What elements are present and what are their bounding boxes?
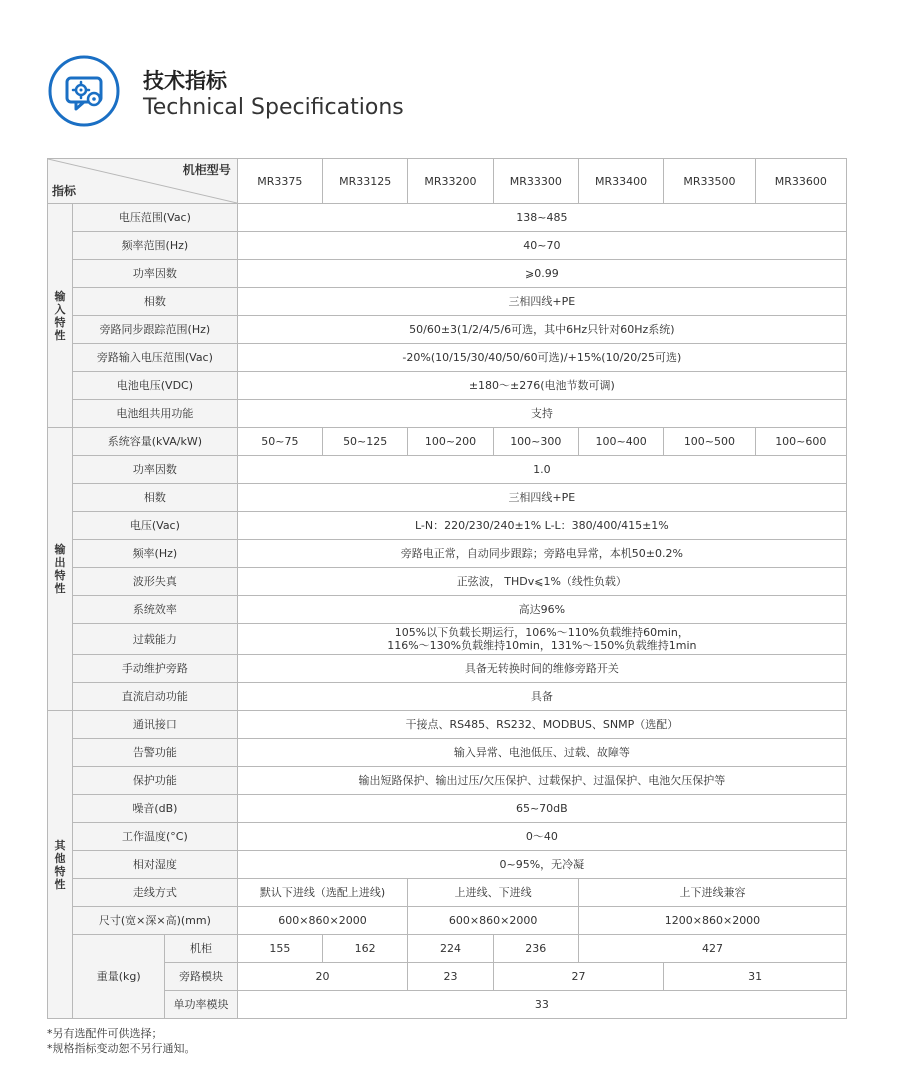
row-label: 通讯接口: [73, 711, 238, 739]
capacity-value: 100~300: [493, 428, 578, 456]
row-label: 电压范围(Vac): [73, 204, 238, 232]
row-label: 走线方式: [73, 879, 238, 907]
table-row: [48, 683, 847, 711]
table-row: [48, 484, 847, 512]
table-row: [48, 907, 847, 935]
wiring-value: 上进线、下进线: [408, 879, 579, 907]
row-value: 高达96%: [237, 596, 846, 624]
capacity-value: 100~200: [408, 428, 493, 456]
row-label: 电池电压(VDC): [73, 372, 238, 400]
cabinet-weight: 427: [578, 935, 846, 963]
row-label: 电池组共用功能: [73, 400, 238, 428]
bypass-weight: 31: [664, 963, 847, 991]
table-row: [48, 711, 847, 739]
gear-document-icon: [48, 55, 120, 127]
row-label: 保护功能: [73, 767, 238, 795]
table-row: [48, 596, 847, 624]
row-label: 尺寸(宽×深×高)(mm): [73, 907, 238, 935]
overload-line: 105%以下负载长期运行，106%～110%负载维持60min，: [394, 626, 689, 639]
model-cell: MR33125: [323, 159, 408, 204]
bypass-weight: 23: [408, 963, 493, 991]
table-row: [48, 624, 847, 655]
table-row: [48, 655, 847, 683]
row-label: 频率(Hz): [73, 540, 238, 568]
row-label: 功率因数: [73, 456, 238, 484]
row-label: 工作温度(°C): [73, 823, 238, 851]
table-row: [48, 568, 847, 596]
row-value: ±180～±276(电池节数可调): [237, 372, 846, 400]
row-label: 告警功能: [73, 739, 238, 767]
table-row: [48, 739, 847, 767]
group-label-output: 输出特性: [48, 428, 73, 711]
sub-label: 机柜: [165, 935, 237, 963]
table-row: [48, 935, 847, 963]
bypass-weight: 27: [493, 963, 664, 991]
page-header: [48, 55, 548, 135]
table-row: [48, 963, 847, 991]
table-row: [48, 767, 847, 795]
wiring-value: 默认下进线（选配上进线): [237, 879, 408, 907]
table-row: [48, 512, 847, 540]
model-cell: MR33200: [408, 159, 493, 204]
cabinet-weight: 162: [323, 935, 408, 963]
row-value: 具备: [237, 683, 846, 711]
model-header-row: [48, 159, 847, 204]
size-value: 600×860×2000: [237, 907, 408, 935]
row-label: 手动维护旁路: [73, 655, 238, 683]
row-value: 40~70: [237, 232, 846, 260]
row-label: 功率因数: [73, 260, 238, 288]
table-row: [48, 851, 847, 879]
row-label: 波形失真: [73, 568, 238, 596]
capacity-value: 100~400: [578, 428, 663, 456]
row-value: ⩾0.99: [237, 260, 846, 288]
capacity-value: 100~600: [755, 428, 846, 456]
row-label: 系统容量(kVA/kW): [73, 428, 238, 456]
table-row: [48, 316, 847, 344]
cabinet-weight: 155: [237, 935, 322, 963]
title-chinese: 技术指标: [143, 69, 227, 93]
row-value: 三相四线+PE: [237, 484, 846, 512]
capacity-value: 50~75: [237, 428, 322, 456]
footnote: *规格指标变动恕不另行通知。: [47, 1042, 196, 1055]
row-value: 0~95%，无冷凝: [237, 851, 846, 879]
row-value: 138~485: [237, 204, 846, 232]
row-value: L-N：220/230/240±1% L-L：380/400/415±1%: [237, 512, 846, 540]
row-value: 具备无转换时间的维修旁路开关: [237, 655, 846, 683]
model-cell: MR33600: [755, 159, 846, 204]
sub-label: 单功率模块: [165, 991, 237, 1019]
row-label: 电压(Vac): [73, 512, 238, 540]
corner-header-cell: [48, 159, 238, 204]
footnote: *另有选配件可供选择；: [47, 1027, 163, 1040]
row-value: 输出短路保护、输出过压/欠压保护、过载保护、过温保护、电池欠压保护等: [237, 767, 846, 795]
footnotes: [47, 1026, 196, 1056]
table-row: [48, 372, 847, 400]
row-label: 相数: [73, 484, 238, 512]
row-label: 噪音(dB): [73, 795, 238, 823]
table-row: [48, 823, 847, 851]
row-label: 系统效率: [73, 596, 238, 624]
row-value: 干接点、RS485、RS232、MODBUS、SNMP（选配）: [237, 711, 846, 739]
spec-table: [47, 158, 847, 1019]
row-value: 50/60±3(1/2/4/5/6可选，其中6Hz只针对60Hz系统): [237, 316, 846, 344]
row-label: 旁路同步跟踪范围(Hz): [73, 316, 238, 344]
row-value: 正弦波， THDv⩽1%（线性负载）: [237, 568, 846, 596]
row-value: 三相四线+PE: [237, 288, 846, 316]
corner-spec-label: 指标: [52, 184, 77, 198]
table-row: [48, 540, 847, 568]
capacity-value: 100~500: [664, 428, 755, 456]
row-value: 旁路电正常，自动同步跟踪；旁路电异常，本机50±0.2%: [237, 540, 846, 568]
overload-value: [237, 624, 846, 655]
wiring-value: 上下进线兼容: [578, 879, 846, 907]
table-row: [48, 879, 847, 907]
size-value: 600×860×2000: [408, 907, 579, 935]
table-row: [48, 232, 847, 260]
row-label: 相对湿度: [73, 851, 238, 879]
group-label-other: 其他特性: [48, 711, 73, 1019]
table-row: [48, 795, 847, 823]
table-row: [48, 456, 847, 484]
overload-line: 116%～130%负载维持10min，131%～150%负载维持1min: [387, 639, 697, 652]
row-label: 旁路输入电压范围(Vac): [73, 344, 238, 372]
group-label-input: 输入特性: [48, 204, 73, 428]
capacity-value: 50~125: [323, 428, 408, 456]
table-row: [48, 344, 847, 372]
table-row: [48, 260, 847, 288]
row-value: 输入异常、电池低压、过载、故障等: [237, 739, 846, 767]
table-row: [48, 288, 847, 316]
model-cell: MR33300: [493, 159, 578, 204]
row-label: 频率范围(Hz): [73, 232, 238, 260]
model-cell: MR33400: [578, 159, 663, 204]
table-row: [48, 400, 847, 428]
cabinet-weight: 236: [493, 935, 578, 963]
row-value: 1.0: [237, 456, 846, 484]
row-value: -20%(10/15/30/40/50/60可选)/+15%(10/20/25可选): [237, 344, 846, 372]
row-value: 支持: [237, 400, 846, 428]
row-value: 65~70dB: [237, 795, 846, 823]
cabinet-weight: 224: [408, 935, 493, 963]
power-module-weight: 33: [237, 991, 846, 1019]
table-row: [48, 204, 847, 232]
size-value: 1200×860×2000: [578, 907, 846, 935]
row-label: 直流启动功能: [73, 683, 238, 711]
table-row: [48, 991, 847, 1019]
title-english: Technical Specifications: [143, 95, 404, 120]
sub-label: 旁路模块: [165, 963, 237, 991]
table-row: [48, 428, 847, 456]
model-cell: MR3375: [237, 159, 322, 204]
model-cell: MR33500: [664, 159, 755, 204]
weight-label: 重量(kg): [73, 935, 165, 1019]
row-label: 相数: [73, 288, 238, 316]
bypass-weight: 20: [237, 963, 408, 991]
row-value: 0～40: [237, 823, 846, 851]
corner-model-label: 机柜型号: [182, 163, 231, 177]
row-label: 过载能力: [73, 624, 238, 655]
